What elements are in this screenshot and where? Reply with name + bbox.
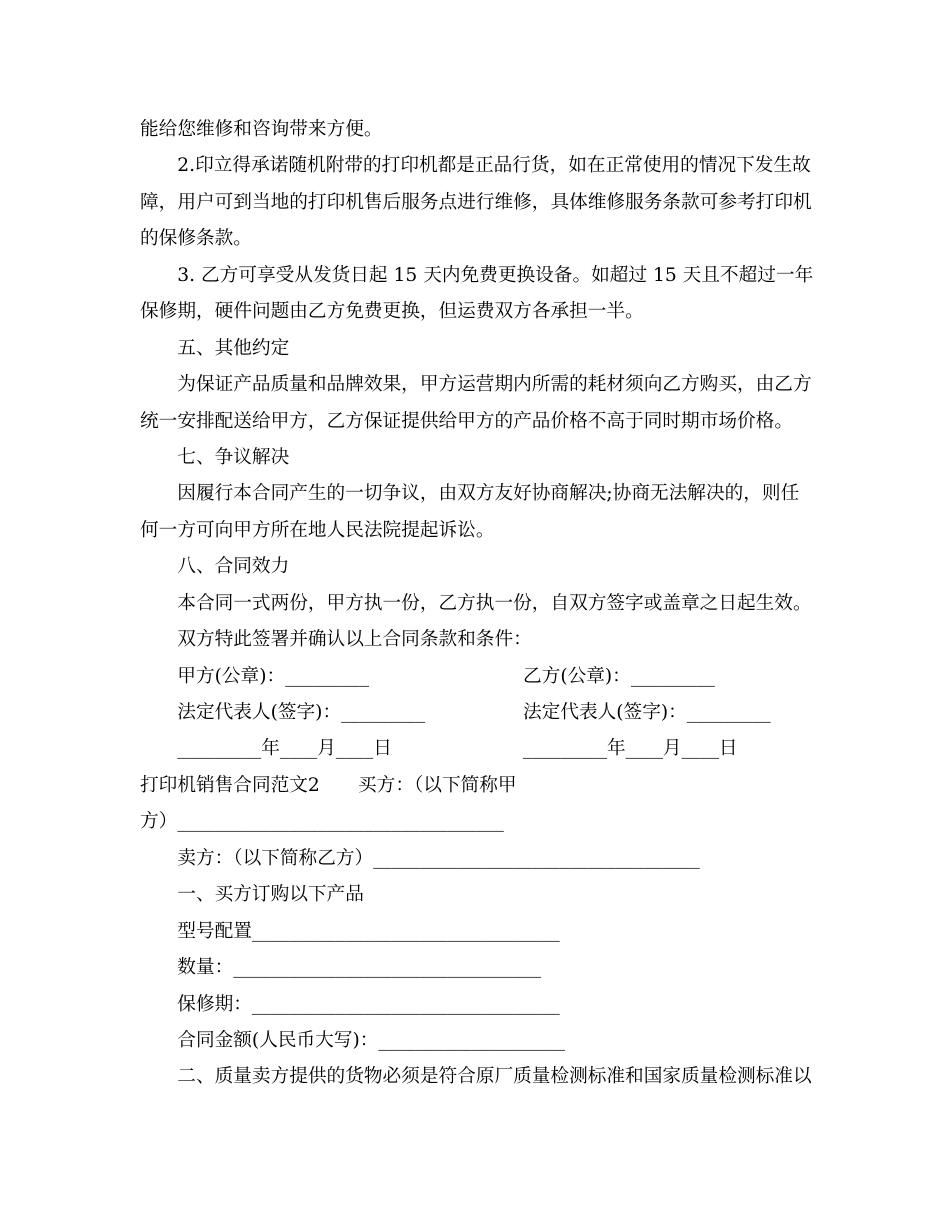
- clause-2-line: 的保修条款。: [140, 228, 252, 250]
- party-a-date-field: _________年____月____日: [177, 738, 392, 760]
- party-b-seal-field: 乙方(公章)：_________: [523, 665, 715, 687]
- warranty-period-field: 保修期：_________________________________: [177, 993, 560, 1015]
- section-7-body-line: 因履行本合同产生的一切争议，由双方友好协商解决;协商无法解决的，则任: [177, 483, 800, 505]
- signature-row-seal: [140, 659, 820, 695]
- clause-3-line: 3. 乙方可享受从发货日起 15 天内免费更换设备。如超过 15 天且不超过一年: [177, 264, 814, 286]
- buyer-line: 买方：（以下简称甲: [358, 774, 517, 796]
- clause-2-line: 2.印立得承诺随机附带的打印机都是正品行货，如在正常使用的情况下发生故: [177, 155, 811, 177]
- clause-3-line: 保修期，硬件问题由乙方免费更换，但运费双方各承担一半。: [140, 301, 644, 323]
- buyer-line: 方）___________________________________: [140, 811, 504, 833]
- model-config-field: 型号配置_________________________________: [177, 920, 560, 942]
- document-body: [140, 112, 820, 1096]
- section-8-body-line: 本合同一式两份，甲方执一份，乙方执一份，自双方签字或盖章之日起生效。: [177, 592, 812, 614]
- party-a-seal-field: 甲方(公章)：_________: [177, 665, 370, 687]
- seller-line: 卖方：（以下简称乙方）___________________________________: [177, 847, 700, 869]
- signature-row-date: [140, 731, 820, 767]
- confirmation-line: 双方特此签署并确认以上合同条款和条件：: [177, 629, 532, 651]
- section-7-heading: 七、争议解决: [177, 446, 290, 468]
- contract-2-section-2-line: 二、质量卖方提供的货物必须是符合原厂质量检测标准和国家质量检测标准以: [177, 1066, 812, 1088]
- contract-2-title: 打印机销售合同范文2: [140, 774, 320, 796]
- party-a-representative-field: 法定代表人(签字)：_________: [177, 702, 426, 723]
- contract-2-section-1-heading: 一、买方订购以下产品: [177, 884, 364, 906]
- continuation-line: 能给您维修和咨询带来方便。: [140, 119, 383, 140]
- section-5-body-line: 为保证产品质量和品牌效果，甲方运营期内所需的耗材须向乙方购买，由乙方: [177, 374, 812, 396]
- signature-row-representative: [140, 695, 820, 731]
- section-5-body-line: 统一安排配送给甲方，乙方保证提供给甲方的产品价格不高于同时期市场价格。: [140, 410, 793, 432]
- party-b-date-field: _________年____月____日: [523, 738, 738, 760]
- clause-2-line: 障，用户可到当地的打印机售后服务点进行维修，具体维修服务条款可参考打印机: [140, 191, 812, 213]
- quantity-field: 数量：_________________________________: [177, 957, 542, 979]
- contract-amount-field: 合同金额(人民币大写)：____________________: [177, 1029, 565, 1051]
- party-b-representative-field: 法定代表人(签字)：_________: [523, 702, 771, 723]
- contract-2-title-row: [140, 768, 820, 804]
- section-7-body-line: 何一方可向甲方所在地人民法院提起诉讼。: [140, 519, 495, 541]
- section-5-heading: 五、其他约定: [177, 337, 290, 359]
- section-8-heading: 八、合同效力: [177, 556, 290, 578]
